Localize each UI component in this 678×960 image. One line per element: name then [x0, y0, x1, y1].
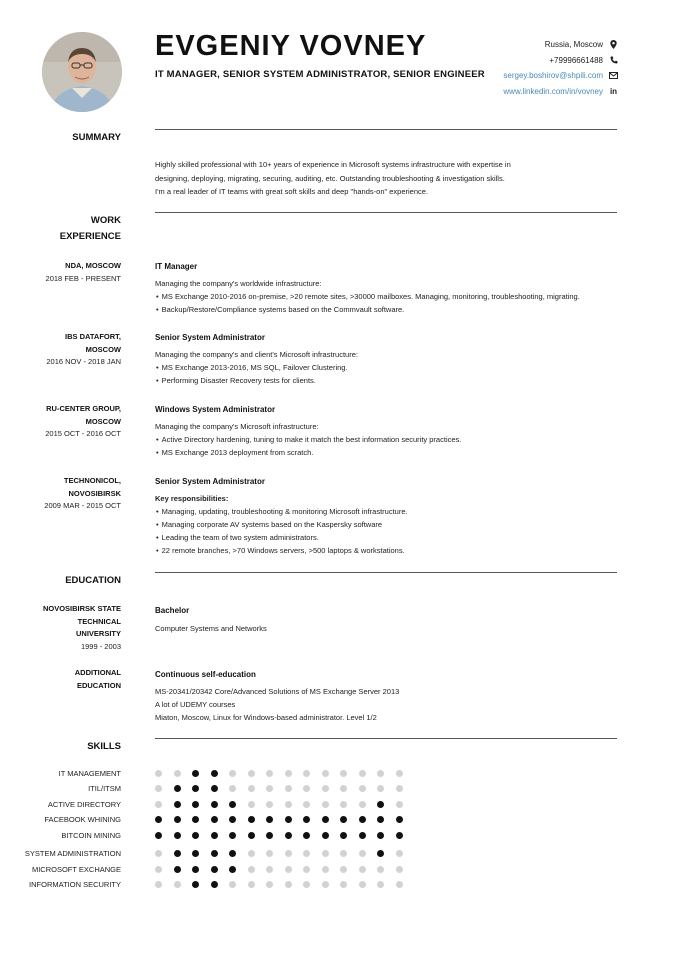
skill-dot-empty [266, 881, 273, 888]
skill-dot-filled [229, 801, 236, 808]
skill-dot-empty [285, 801, 292, 808]
skill-dot-filled [211, 866, 218, 873]
skill-dot-empty [266, 866, 273, 873]
summary-line: Highly skilled professional with 10+ years of experience in Microsoft systems infrastructure with expertise in [155, 160, 511, 169]
summary-heading: SUMMARY [72, 132, 121, 143]
education-course: Miaton, Moscow, Linux for Windows-based administrator. Level 1/2 [155, 713, 377, 722]
contact-block [503, 37, 618, 99]
skill-dot-empty [303, 866, 310, 873]
skill-dot-filled [285, 816, 292, 823]
skill-dot-empty [396, 801, 403, 808]
skill-dot-empty [359, 785, 366, 792]
skill-dot-filled [377, 801, 384, 808]
skill-dot-filled [266, 816, 273, 823]
job-title: IT Manager [155, 262, 198, 271]
skill-label: SYSTEM ADMINISTRATION [24, 849, 121, 858]
skill-dot-filled [359, 832, 366, 839]
skill-dot-filled [174, 850, 181, 857]
skill-dot-filled [155, 816, 162, 823]
education-meta [0, 667, 121, 692]
skill-dot-filled [248, 832, 255, 839]
job-meta [0, 403, 121, 441]
skill-dot-empty [303, 801, 310, 808]
job-bullet: • Managing corporate AV systems based on the Kaspersky software [155, 518, 617, 531]
skill-dot-filled [285, 832, 292, 839]
skill-dot-filled [192, 770, 199, 777]
contact-email [503, 68, 618, 84]
skill-dot-empty [377, 881, 384, 888]
job-description: Managing the company's worldwide infrastructure: [155, 279, 322, 288]
skill-dot-empty [322, 881, 329, 888]
skill-dot-filled [340, 832, 347, 839]
summary-line: I'm a real leader of IT teams with great soft skills and deep "hands-on" experience. [155, 187, 429, 196]
skill-dot-filled [303, 832, 310, 839]
skill-dot-filled [174, 866, 181, 873]
skill-dot-empty [285, 770, 292, 777]
skill-dot-empty [285, 850, 292, 857]
skill-dot-empty [340, 801, 347, 808]
skill-dot-empty [248, 785, 255, 792]
skill-dot-empty [266, 850, 273, 857]
skill-dot-filled [211, 785, 218, 792]
education-entry [155, 668, 617, 724]
skill-dot-filled [174, 801, 181, 808]
skill-dot-filled [248, 816, 255, 823]
skill-dot-empty [340, 866, 347, 873]
skill-dot-filled [192, 816, 199, 823]
skill-dot-filled [192, 881, 199, 888]
skill-dot-filled [192, 866, 199, 873]
skill-dot-empty [322, 770, 329, 777]
skill-dot-filled [174, 785, 181, 792]
job-dates: 2016 NOV - 2018 JAN [46, 357, 121, 366]
skill-dot-filled [229, 816, 236, 823]
skill-dot-empty [155, 785, 162, 792]
skill-dot-empty [229, 881, 236, 888]
skill-dot-empty [322, 801, 329, 808]
skill-dot-empty [155, 770, 162, 777]
skill-dot-empty [359, 770, 366, 777]
job-bullet: • Leading the team of two system administrators. [155, 531, 617, 544]
job-bullet: • Managing, updating, troubleshooting & monitoring Microsoft infrastructure. [155, 505, 617, 518]
education-institution: ADDITIONAL [74, 668, 121, 677]
education-degree: Continuous self-education [155, 670, 256, 679]
education-meta [0, 603, 121, 653]
job-description: Managing the company's Microsoft infrastructure: [155, 422, 319, 431]
education-institution: UNIVERSITY [75, 629, 121, 638]
job-title: Senior System Administrator [155, 333, 265, 342]
skill-dot-filled [211, 770, 218, 777]
skill-dot-empty [229, 785, 236, 792]
summary-line: designing, deploying, migrating, securing, auditing, etc. Outstanding troubleshooting & investigation skills. [155, 173, 505, 183]
skill-dot-filled [211, 881, 218, 888]
skill-dot-empty [340, 850, 347, 857]
summary-divider [155, 129, 617, 130]
skill-dot-empty [396, 785, 403, 792]
job-description: Managing the company's and client's Microsoft infrastructure: [155, 350, 358, 359]
education-course: A lot of UDEMY courses [155, 700, 236, 709]
skill-dot-filled [359, 816, 366, 823]
job-meta [0, 331, 121, 369]
skill-dot-filled [211, 832, 218, 839]
skill-dot-empty [359, 881, 366, 888]
skill-dot-empty [266, 785, 273, 792]
skill-dot-empty [285, 881, 292, 888]
skill-dot-empty [266, 770, 273, 777]
skill-dot-empty [248, 801, 255, 808]
skill-dot-empty [155, 850, 162, 857]
job-bullet: • MS Exchange 2013-2016, MS SQL, Failover Clustering. [155, 361, 617, 374]
skill-dot-empty [322, 850, 329, 857]
skill-dot-empty [155, 881, 162, 888]
skill-dot-empty [396, 850, 403, 857]
skill-dot-filled [192, 801, 199, 808]
candidate-name: EVGENIY VOVNEY [155, 30, 427, 62]
phone-icon [609, 56, 618, 64]
skill-label: MICROSOFT EXCHANGE [31, 865, 121, 874]
skill-dot-empty [174, 881, 181, 888]
skill-dot-empty [174, 770, 181, 777]
job-organization: RU-CENTER GROUP, [46, 404, 121, 413]
profile-photo [42, 32, 122, 112]
job-organization: IBS DATAFORT, [65, 332, 121, 341]
skill-dot-empty [303, 881, 310, 888]
job-meta [0, 260, 121, 285]
skill-dot-empty [248, 770, 255, 777]
skill-dot-empty [285, 785, 292, 792]
phone-text[interactable]: +79996661488 [549, 55, 603, 65]
job-dates: 2015 OCT - 2016 OCT [45, 429, 121, 438]
summary-text [155, 158, 511, 199]
skill-dot-filled [303, 816, 310, 823]
job-bullet: • Backup/Restore/Compliance systems based on the Commvault software. [155, 303, 617, 316]
education-divider [155, 572, 617, 573]
job-organization: TECHNONICOL, [63, 476, 121, 485]
skill-dot-empty [155, 801, 162, 808]
skill-dot-filled [192, 850, 199, 857]
skill-dot-filled [174, 832, 181, 839]
skill-dot-empty [266, 801, 273, 808]
skill-dot-empty [359, 801, 366, 808]
candidate-title: IT MANAGER, SENIOR SYSTEM ADMINISTRATOR, SENIOR ENGINEER [155, 69, 485, 80]
skill-dot-empty [248, 881, 255, 888]
skill-dot-empty [322, 785, 329, 792]
education-institution: TECHNICAL [77, 616, 121, 626]
skill-label: ACTIVE DIRECTORY [47, 800, 121, 809]
skill-dot-empty [155, 866, 162, 873]
skill-dot-empty [340, 881, 347, 888]
experience-divider [155, 212, 617, 213]
skill-dot-empty [340, 770, 347, 777]
skill-dot-empty [229, 770, 236, 777]
map-pin-icon [609, 40, 618, 49]
skill-dot-filled [266, 832, 273, 839]
skill-label: ITIL/ITSM [88, 784, 121, 793]
skill-dot-empty [359, 866, 366, 873]
skill-dot-filled [155, 832, 162, 839]
skill-dot-empty [303, 770, 310, 777]
skill-dot-filled [174, 816, 181, 823]
job-entry [155, 260, 617, 316]
job-bullet: • Active Directory hardening, tuning to make it match the best information security practices. [155, 433, 617, 446]
skill-dot-empty [248, 850, 255, 857]
contact-phone [503, 53, 618, 69]
skill-dot-empty [377, 785, 384, 792]
skill-label: BITCOIN MINING [61, 831, 121, 840]
job-organization: MOSCOW [85, 416, 121, 426]
skill-dot-filled [377, 816, 384, 823]
linkedin-link[interactable]: www.linkedin.com/in/vovney [503, 86, 603, 96]
skill-dot-empty [285, 866, 292, 873]
skill-dot-filled [211, 801, 218, 808]
contact-location [503, 37, 618, 53]
skill-dot-empty [359, 850, 366, 857]
job-title: Senior System Administrator [155, 477, 265, 486]
skill-dot-empty [340, 785, 347, 792]
location-text: Russia, Moscow [544, 40, 603, 50]
education-course: MS-20341/20342 Core/Advanced Solutions of MS Exchange Server 2013 [155, 687, 400, 696]
job-entry [155, 475, 617, 557]
job-bullet: • Performing Disaster Recovery tests for clients. [155, 374, 617, 387]
experience-heading [0, 213, 121, 244]
education-heading: EDUCATION [65, 575, 121, 586]
skill-dot-filled [322, 816, 329, 823]
job-organization: NOVOSIBIRSK [68, 488, 121, 498]
skill-dot-empty [322, 866, 329, 873]
job-dates: 2018 FEB - PRESENT [45, 273, 121, 283]
skills-divider [155, 738, 617, 739]
avatar [42, 32, 122, 112]
skill-dot-filled [377, 850, 384, 857]
skill-label: INFORMATION SECURITY [29, 880, 121, 889]
skill-dot-filled [192, 785, 199, 792]
skill-dot-filled [322, 832, 329, 839]
skill-dot-empty [248, 866, 255, 873]
skill-dot-empty [396, 881, 403, 888]
job-entry [155, 331, 617, 387]
education-institution: EDUCATION [76, 680, 121, 690]
contact-linkedin [503, 84, 618, 100]
skill-dot-filled [377, 832, 384, 839]
skill-dot-filled [229, 866, 236, 873]
job-bullet: • MS Exchange 2013 deployment from scratch. [155, 446, 617, 459]
skill-label: FACEBOOK WHINING [44, 815, 121, 824]
skills-heading: SKILLS [87, 741, 121, 752]
skill-dot-filled [211, 816, 218, 823]
job-organization: MOSCOW [85, 344, 121, 354]
linkedin-icon: in [609, 86, 618, 96]
skill-label: IT MANAGEMENT [58, 769, 121, 778]
job-organization: NDA, MOSCOW [65, 261, 121, 270]
skill-dot-filled [396, 816, 403, 823]
education-institution: NOVOSIBIRSK STATE [42, 604, 121, 613]
job-title: Windows System Administrator [155, 405, 276, 414]
envelope-icon [609, 72, 618, 79]
skill-dot-empty [377, 866, 384, 873]
skill-dot-empty [303, 850, 310, 857]
skill-dot-empty [377, 770, 384, 777]
job-bullet: • MS Exchange 2010-2016 on-premise, >20 remote sites, >30000 mailboxes. Managing, monitoring, troubleshooting, migrating. [155, 290, 617, 303]
job-entry [155, 403, 617, 459]
skill-dot-filled [229, 832, 236, 839]
job-meta [0, 475, 121, 513]
skill-dot-filled [211, 850, 218, 857]
education-field: Computer Systems and Networks [155, 624, 267, 633]
experience-heading-line: EXPERIENCE [59, 231, 121, 242]
skill-dot-empty [396, 770, 403, 777]
skill-dot-filled [396, 832, 403, 839]
education-entry [155, 604, 617, 635]
skill-dot-filled [192, 832, 199, 839]
education-dates: 1999 - 2003 [80, 641, 121, 651]
skill-dot-filled [340, 816, 347, 823]
job-dates: 2009 MAR - 2015 OCT [44, 501, 121, 510]
job-description: Key responsibilities: [155, 494, 229, 503]
skill-dot-empty [303, 785, 310, 792]
email-link[interactable]: sergey.boshirov@shpili.com [503, 71, 603, 81]
skill-dot-empty [396, 866, 403, 873]
job-bullet: • 22 remote branches, >70 Windows servers, >500 laptops & workstations. [155, 544, 617, 557]
experience-heading-line: WORK [90, 215, 121, 226]
skill-dot-filled [229, 850, 236, 857]
education-degree: Bachelor [155, 606, 190, 615]
